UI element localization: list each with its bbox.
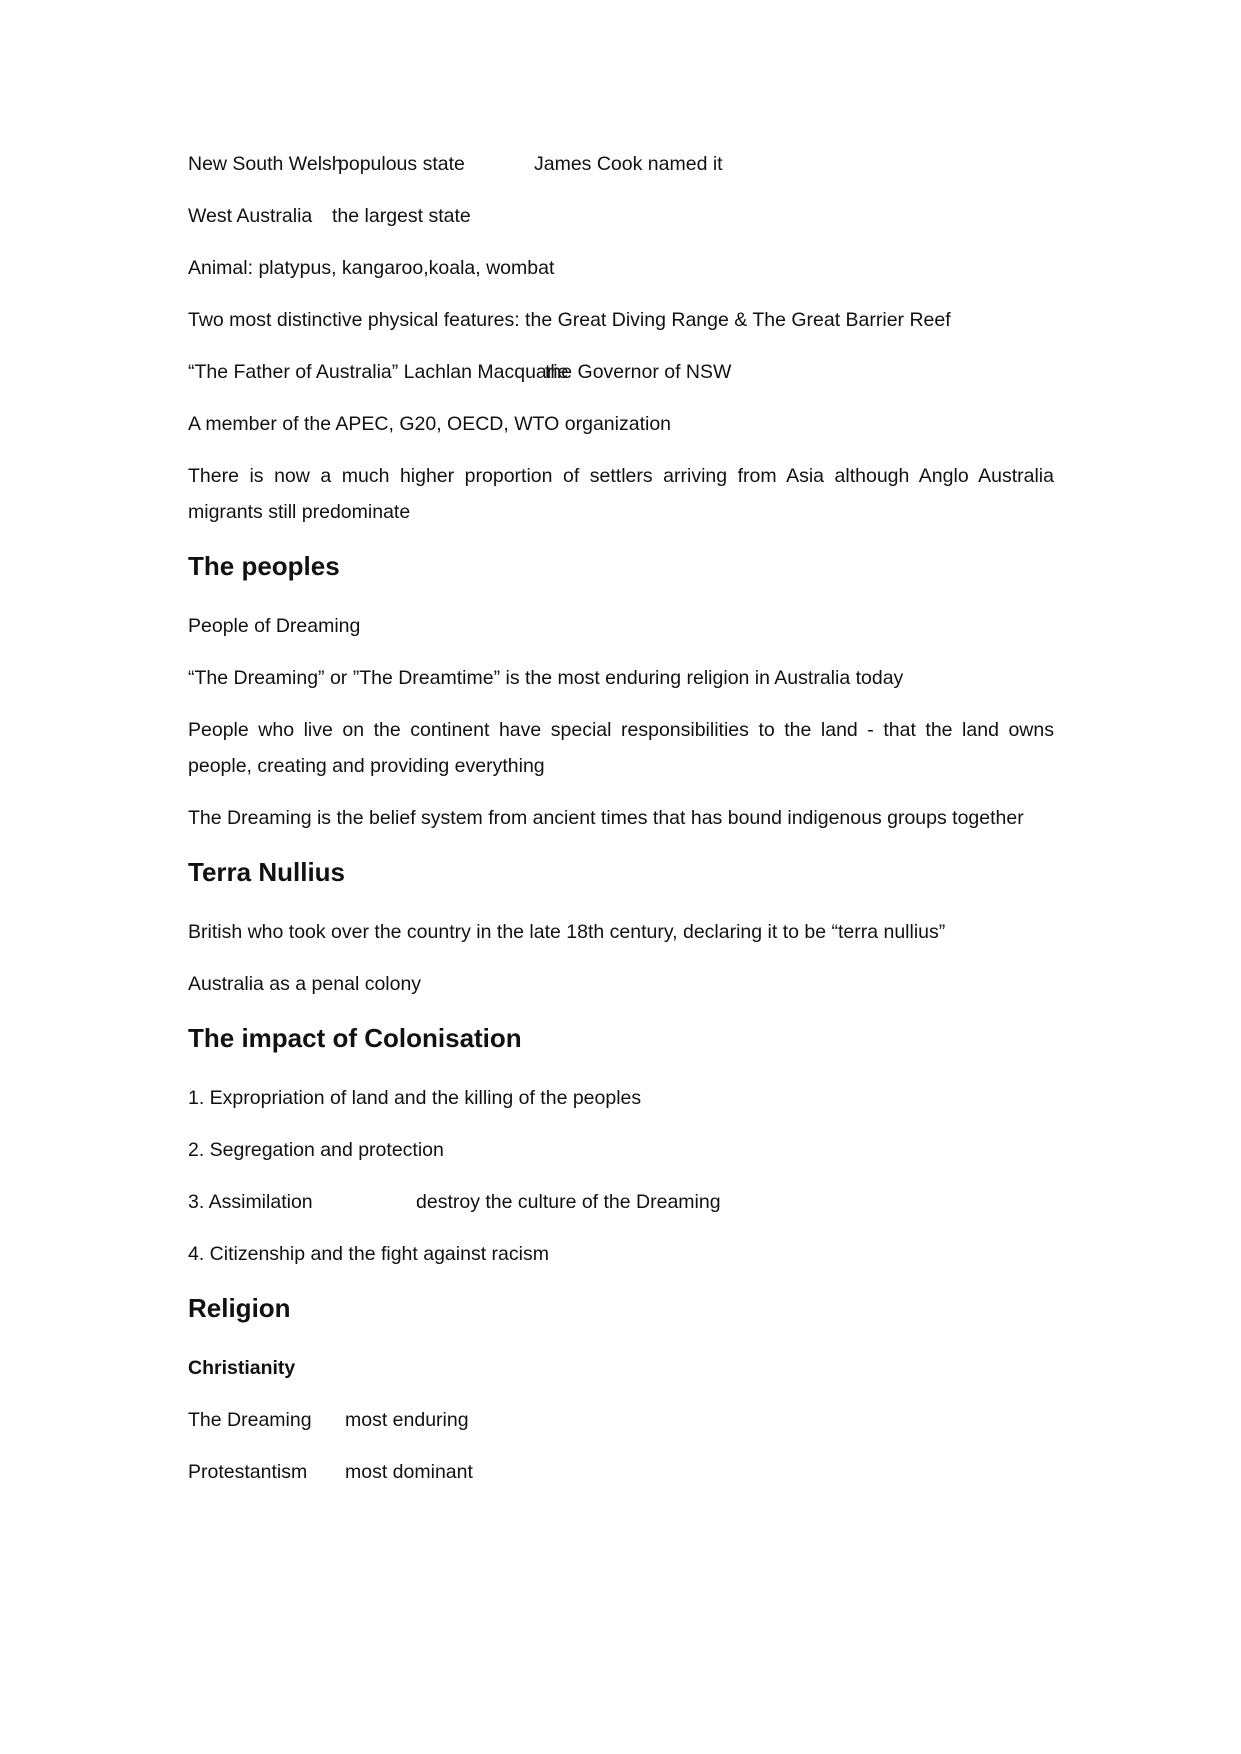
father-name: “The Father of Australia” Lachlan Macquarie bbox=[188, 361, 569, 383]
religion-note: most enduring bbox=[345, 1409, 469, 1431]
heading-terra-nullius: Terra Nullius bbox=[188, 857, 346, 887]
peoples-item: The Dreaming is the belief system from ancient times that has bound indigenous groups together bbox=[188, 807, 1024, 829]
state-note: populous state bbox=[338, 153, 465, 175]
intro-line-father bbox=[188, 354, 1054, 390]
subheading-christianity: Christianity bbox=[188, 1357, 296, 1379]
impact-item bbox=[188, 1184, 1054, 1220]
heading-peoples: The peoples bbox=[188, 551, 340, 581]
religion-row bbox=[188, 1454, 1054, 1490]
impact-item: 4. Citizenship and the fight against racism bbox=[188, 1243, 549, 1265]
intro-paragraph-settlers: There is now a much higher proportion of settlers arriving from Asia although Anglo Australia migrants still predominate bbox=[188, 465, 1054, 523]
intro-line-nsw bbox=[188, 146, 1054, 182]
peoples-item: People of Dreaming bbox=[188, 615, 361, 637]
impact-item: 2. Segregation and protection bbox=[188, 1139, 444, 1161]
intro-line-animals: Animal: platypus, kangaroo,koala, wombat bbox=[188, 257, 555, 279]
state-name: West Australia bbox=[188, 205, 313, 227]
impact-item: 1. Expropriation of land and the killing of the peoples bbox=[188, 1087, 642, 1109]
heading-impact: The impact of Colonisation bbox=[188, 1023, 522, 1053]
religion-row bbox=[188, 1402, 1054, 1438]
religion-name: The Dreaming bbox=[188, 1409, 312, 1431]
religion-note: most dominant bbox=[345, 1461, 473, 1483]
peoples-paragraph: People who live on the continent have special responsibilities to the land - that the land owns people, creating and providing everything bbox=[188, 719, 1054, 777]
terra-item: Australia as a penal colony bbox=[188, 973, 422, 995]
intro-line-member: A member of the APEC, G20, OECD, WTO organization bbox=[188, 413, 672, 435]
father-role: the Governor of NSW bbox=[545, 361, 732, 383]
impact-item-note: destroy the culture of the Dreaming bbox=[416, 1191, 721, 1213]
religion-name: Protestantism bbox=[188, 1461, 308, 1483]
terra-item: British who took over the country in the late 18th century, declaring it to be “terra nullius” bbox=[188, 921, 946, 943]
impact-item-label: 3. Assimilation bbox=[188, 1191, 313, 1213]
peoples-item: “The Dreaming” or ”The Dreamtime” is the most enduring religion in Australia today bbox=[188, 667, 904, 689]
intro-line-features: Two most distinctive physical features: the Great Diving Range & The Great Barrier Reef bbox=[188, 309, 951, 331]
state-name: New South Welsh bbox=[188, 153, 343, 175]
heading-religion: Religion bbox=[188, 1293, 291, 1323]
state-note: the largest state bbox=[332, 205, 471, 227]
state-note-extra: James Cook named it bbox=[534, 153, 723, 175]
document-page bbox=[188, 146, 1054, 1506]
intro-line-wa bbox=[188, 198, 1054, 234]
